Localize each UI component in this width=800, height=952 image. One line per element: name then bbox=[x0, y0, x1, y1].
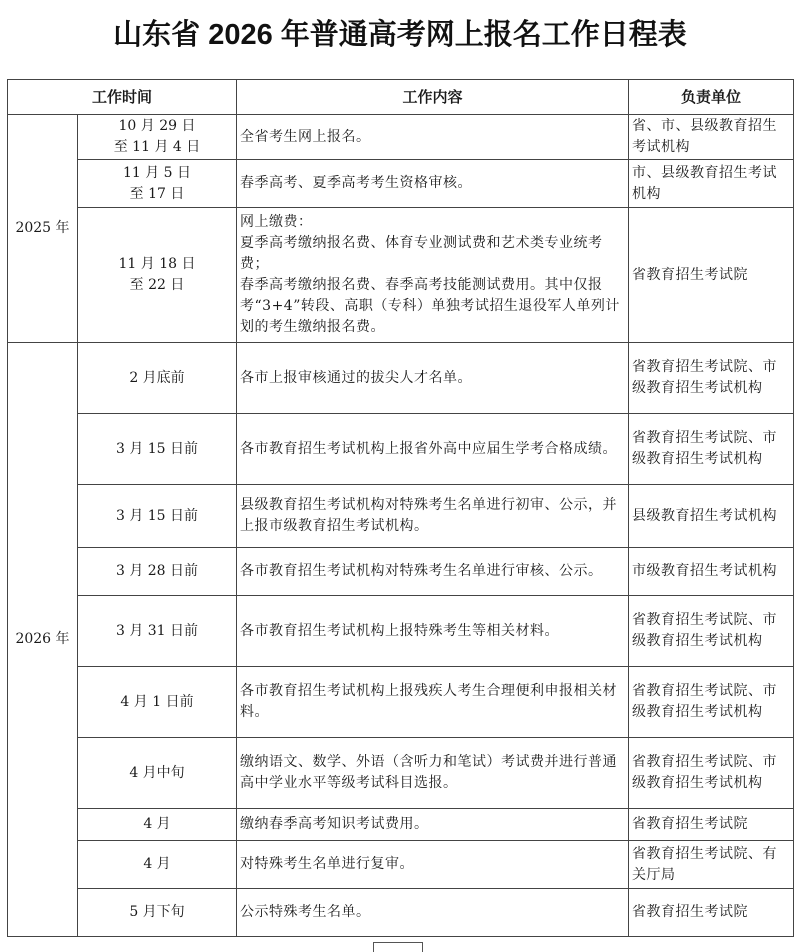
table-row bbox=[8, 115, 794, 160]
time-line: 3 月 15 日前 bbox=[115, 507, 199, 524]
time-line: 3 月 31 日前 bbox=[115, 622, 199, 639]
page-title: 山东省 2026 年普通高考网上报名工作日程表 bbox=[113, 18, 687, 51]
content-paragraph: 对特殊考生名单进行复审。 bbox=[240, 856, 415, 872]
table-row bbox=[8, 841, 794, 889]
table-row bbox=[8, 738, 794, 809]
content-paragraph: 春季高考、夏季高考考生资格审核。 bbox=[240, 175, 473, 191]
content-cell bbox=[237, 809, 629, 841]
content-paragraph: 各市教育招生考试机构上报残疾人考生合理便利申报相关材料。 bbox=[240, 683, 618, 720]
table-row bbox=[8, 548, 794, 596]
table-row bbox=[8, 160, 794, 208]
content-paragraph: 公示特殊考生名单。 bbox=[240, 904, 371, 920]
unit-cell: 县级教育招生考试机构 bbox=[629, 485, 794, 548]
time-cell bbox=[78, 548, 237, 596]
content-cell bbox=[237, 548, 629, 596]
content-cell bbox=[237, 208, 629, 343]
content-paragraph: 各市教育招生考试机构上报特殊考生等相关材料。 bbox=[240, 622, 560, 639]
time-line: 至 11 月 4 日 bbox=[113, 139, 201, 155]
content-cell bbox=[237, 738, 629, 809]
unit-cell: 省教育招生考试院 bbox=[629, 889, 794, 937]
unit-cell: 省教育招生考试院、市级教育招生考试机构 bbox=[629, 667, 794, 738]
time-cell bbox=[78, 809, 237, 841]
time-line: 4 月中旬 bbox=[129, 764, 185, 781]
unit-cell: 市级教育招生考试机构 bbox=[629, 548, 794, 596]
content-cell bbox=[237, 485, 629, 548]
unit-cell: 省教育招生考试院、有关厅局 bbox=[629, 841, 794, 889]
table-row bbox=[8, 889, 794, 937]
table-body bbox=[8, 115, 794, 937]
content-cell bbox=[237, 841, 629, 889]
unit-cell: 省、市、县级教育招生考试机构 bbox=[629, 115, 794, 160]
time-line: 4 月 bbox=[143, 856, 171, 872]
header-unit: 负责单位 bbox=[629, 80, 794, 115]
time-cell bbox=[78, 414, 237, 485]
content-paragraph: 春季高考缴纳报名费、春季高考技能测试费用。其中仅报考“3+4”转段、高职（专科）单独考试招生退役军人单列计划的考生缴纳报名费。 bbox=[240, 277, 620, 335]
table-row bbox=[8, 809, 794, 841]
time-line: 至 22 日 bbox=[129, 277, 185, 293]
unit-cell: 省教育招生考试院 bbox=[629, 809, 794, 841]
content-cell bbox=[237, 343, 629, 414]
time-cell bbox=[78, 596, 237, 667]
table-row bbox=[8, 208, 794, 343]
content-paragraph: 夏季高考缴纳报名费、体育专业测试费和艺术类专业统考费； bbox=[240, 235, 603, 272]
content-cell bbox=[237, 115, 629, 160]
time-cell bbox=[78, 115, 237, 160]
time-line: 11 月 18 日 bbox=[118, 256, 196, 272]
time-cell bbox=[78, 889, 237, 937]
content-paragraph: 网上缴费： bbox=[240, 214, 313, 230]
content-cell bbox=[237, 596, 629, 667]
content-paragraph: 县级教育招生考试机构对特殊考生名单进行初审、公示，并上报市级教育招生考试机构。 bbox=[240, 497, 618, 534]
table-row bbox=[8, 485, 794, 548]
time-cell bbox=[78, 738, 237, 809]
content-paragraph: 缴纳春季高考知识考试费用。 bbox=[240, 816, 429, 832]
content-paragraph: 各市教育招生考试机构对特殊考生名单进行审核、公示。 bbox=[240, 563, 603, 579]
unit-cell: 省教育招生考试院、市级教育招生考试机构 bbox=[629, 343, 794, 414]
time-line: 2 月底前 bbox=[129, 369, 185, 386]
content-paragraph: 全省考生网上报名。 bbox=[240, 128, 371, 145]
time-cell bbox=[78, 485, 237, 548]
table-row bbox=[8, 667, 794, 738]
time-cell bbox=[78, 667, 237, 738]
unit-cell: 省教育招生考试院、市级教育招生考试机构 bbox=[629, 596, 794, 667]
year-cell: 2025 年 bbox=[8, 115, 78, 343]
table-row bbox=[8, 414, 794, 485]
time-cell bbox=[78, 160, 237, 208]
time-line: 至 17 日 bbox=[129, 185, 185, 202]
content-cell bbox=[237, 889, 629, 937]
time-cell bbox=[78, 208, 237, 343]
table-row bbox=[8, 343, 794, 414]
content-paragraph: 各市教育招生考试机构上报省外高中应届生学考合格成绩。 bbox=[240, 440, 618, 457]
content-cell bbox=[237, 667, 629, 738]
unit-cell: 省教育招生考试院、市级教育招生考试机构 bbox=[629, 738, 794, 809]
table-row bbox=[8, 596, 794, 667]
time-line: 10 月 29 日 bbox=[118, 118, 196, 134]
schedule-table bbox=[7, 79, 794, 937]
time-line: 5 月下旬 bbox=[129, 904, 185, 920]
unit-cell: 市、县级教育招生考试机构 bbox=[629, 160, 794, 208]
year-cell: 2026 年 bbox=[8, 343, 78, 937]
content-paragraph: 各市上报审核通过的拔尖人才名单。 bbox=[240, 369, 473, 386]
content-cell bbox=[237, 160, 629, 208]
content-cell bbox=[237, 414, 629, 485]
header-content: 工作内容 bbox=[237, 80, 629, 115]
header-row bbox=[8, 80, 794, 115]
content-paragraph: 缴纳语文、数学、外语（含听力和笔试）考试费并进行普通高中学业水平等级考试科目选报。 bbox=[240, 754, 618, 791]
time-line: 4 月 bbox=[143, 816, 171, 832]
time-line: 11 月 5 日 bbox=[122, 164, 192, 181]
time-cell bbox=[78, 343, 237, 414]
time-line: 3 月 28 日前 bbox=[115, 563, 199, 579]
unit-cell: 省教育招生考试院、市级教育招生考试机构 bbox=[629, 414, 794, 485]
unit-cell: 省教育招生考试院 bbox=[629, 208, 794, 343]
time-cell bbox=[78, 841, 237, 889]
time-line: 3 月 15 日前 bbox=[115, 440, 199, 457]
time-line: 4 月 1 日前 bbox=[120, 693, 194, 710]
header-time: 工作时间 bbox=[8, 80, 237, 115]
